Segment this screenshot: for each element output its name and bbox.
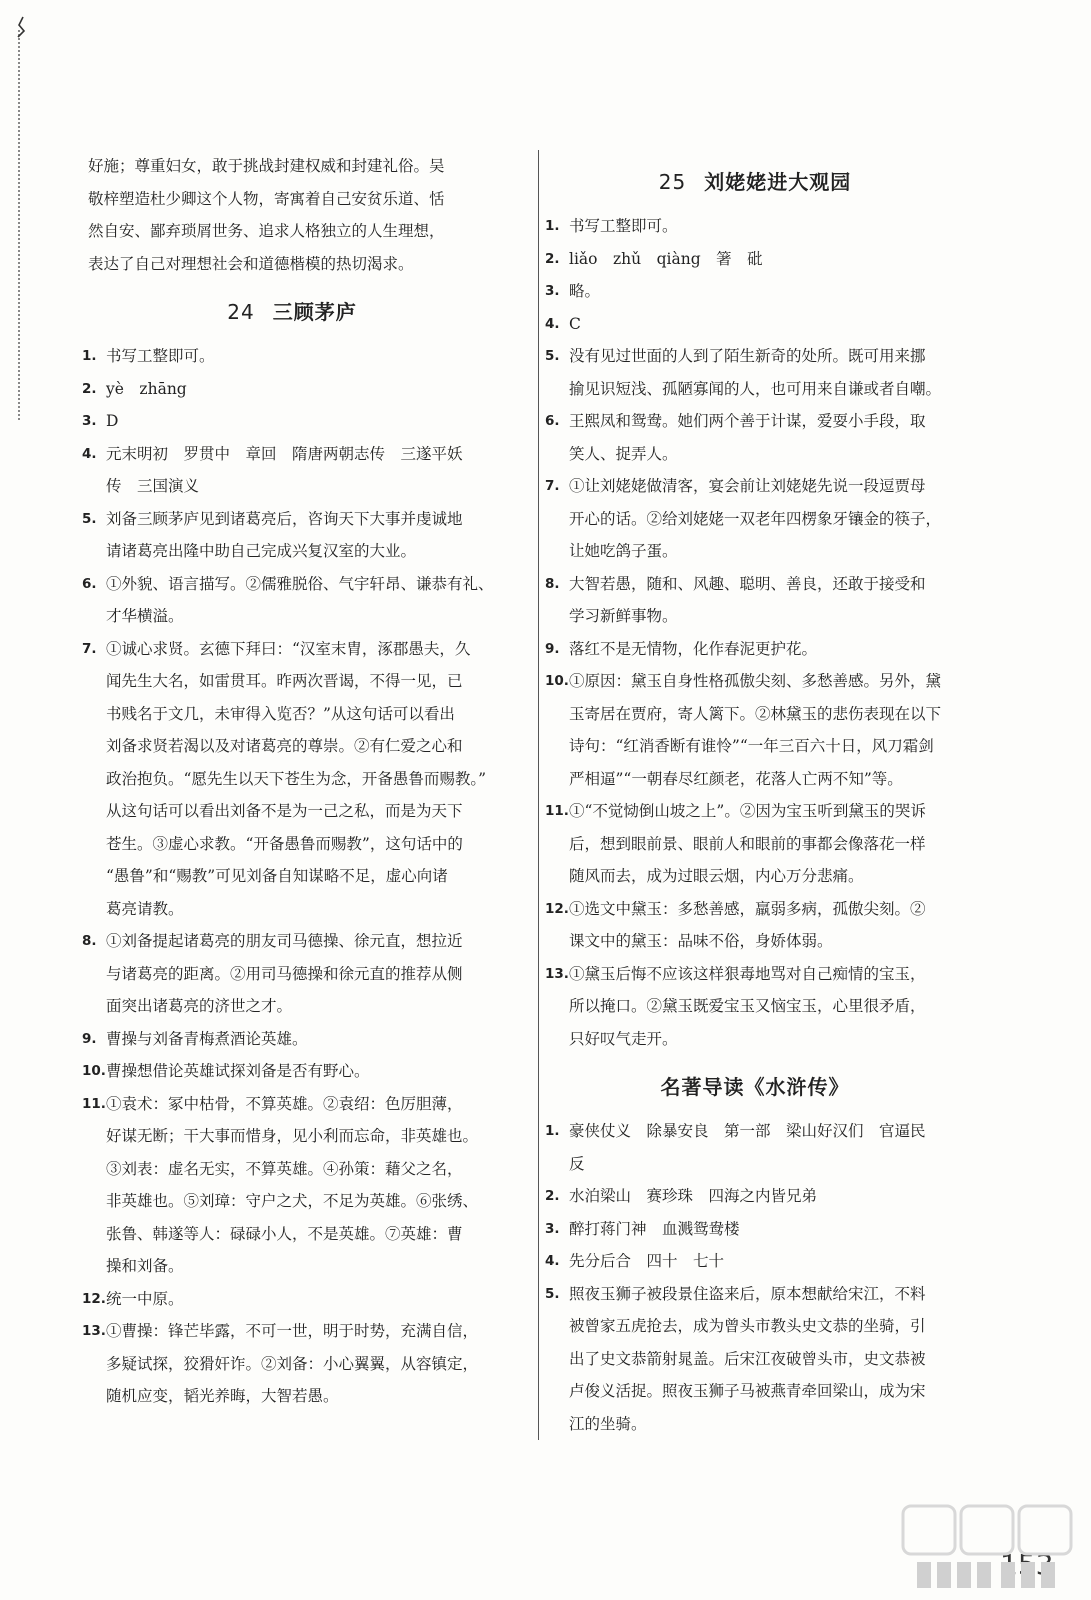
answer-number: 2. [545,1188,560,1204]
answer-number: 6. [82,575,97,592]
answer-number: 4. [82,445,97,462]
answer-line: 面突出诸葛亮的济世之才。 [106,997,293,1015]
answer-text [106,340,502,373]
answer-line: 玉寄居在贾府，寄人篱下。②林黛玉的悲伤表现在以下 [569,704,942,723]
answer-text [569,568,965,633]
right-column [545,150,965,1440]
answer-line: 与诸葛亮的距离。②用司马德操和徐元直的推荐从侧 [106,964,463,983]
answer-line: 被曾家五虎抢去，成为曾头市教头史文恭的坐骑，引 [569,1317,926,1335]
answer-item [545,633,965,666]
left-column [82,150,502,1413]
answer-number: 12. [82,1290,106,1307]
answer-line: 后，想到眼前景、眼前人和眼前的事都会像落花一样 [569,834,926,853]
answer-text [569,340,965,405]
section-24 [82,290,502,1413]
answer-line: ①让刘姥姥做清客，宴会前让刘姥姥先说一段逗贾母 [569,477,926,495]
answer-line: 让她吃鸽子蛋。 [569,542,678,560]
answer-item [545,210,965,243]
answer-item [545,405,965,470]
answer-number: 3. [545,283,560,299]
answer-item [545,568,965,633]
answer-line: ①外貌、语言描写。②儒雅脱俗、气宇轩昂、谦恭有礼、 [106,574,494,593]
answer-line: ①诚心求贤。玄德下拜曰：“汉室末胄，涿郡愚夫，久 [106,639,471,658]
answer-line: 没有见过世面的人到了陌生新奇的处所。既可用来挪 [569,347,926,365]
answer-line: 好谋无断；干大事而惜身，见小利而忘命，非英雄也。 [106,1127,479,1145]
binding-line [18,30,20,420]
answer-line: 书写工整即可。 [106,347,215,365]
section-25 [545,160,965,1055]
answer-item [82,503,502,568]
answer-line: 闻先生大名，如雷贯耳。昨两次晋谒，不得一见，已 [106,672,463,690]
answer-line: 学习新鲜事物。 [569,607,678,625]
answer-item [545,795,965,893]
answer-line: 落红不是无情物，化作春泥更护花。 [569,639,818,658]
answer-line: 操和刘备。 [106,1257,184,1275]
answer-line: 曹操与刘备青梅煮酒论英雄。 [106,1029,308,1048]
answer-text [569,958,965,1056]
answer-text [106,1055,502,1088]
answer-item [82,438,502,503]
section-title-text: 刘姥姥进大观园 [704,170,852,194]
answer-item [545,1180,965,1213]
answer-line: 传 三国演义 [106,477,200,495]
answer-number: 8. [82,933,97,949]
answer-line: 大智若愚，随和、风趣、聪明、善良，还敢于接受和 [569,574,926,593]
answer-text [106,925,502,1023]
answer-text [106,405,502,438]
answer-number: 9. [545,640,560,657]
answer-item [82,373,502,406]
answer-item [82,1088,502,1283]
answer-line: 非英雄也。⑤刘璋：守户之犬，不足为英雄。⑥张绣、 [106,1192,479,1210]
answer-line: 张鲁、韩遂等人：碌碌小人，不是英雄。⑦英雄：曹 [106,1224,463,1243]
answer-text [106,568,502,633]
answer-number: 5. [545,1285,560,1302]
answer-item [82,340,502,373]
section-title [82,290,502,334]
answer-text [106,1315,502,1413]
answer-text [106,438,502,503]
answer-line: “愚鲁”和“赐教”可见刘备自知谋略不足，虚心向诸 [106,867,448,885]
answer-line: 随机应变，韬光养晦，大智若愚。 [106,1387,339,1405]
answer-item [545,308,965,341]
answer-number: 7. [82,640,97,657]
answer-line: 笑人、捉弄人。 [569,444,678,463]
watermark-logo [895,1500,1080,1595]
answer-line: ③刘表：虚名无实，不算英雄。④孙策：藉父之名， [106,1159,463,1178]
column-divider [538,150,539,1440]
section-number: 25 [658,170,687,194]
answer-number: 3. [82,413,97,429]
answer-text [106,1023,502,1056]
answer-line: yè zhāng [106,379,187,398]
answer-text [106,373,502,406]
answer-number: 4. [545,315,560,332]
answer-line: ①黛玉后悔不应该这样狠毒地骂对自己痴情的宝玉， [569,964,926,983]
answer-item [82,1315,502,1413]
answer-text [569,1213,965,1246]
answer-line: 江的坐骑。 [569,1414,647,1433]
answer-item [545,1115,965,1180]
answer-item [82,1283,502,1316]
answer-line: 照夜玉狮子被段景住盗来后，原本想献给宋江，不料 [569,1284,926,1303]
answer-number: 3. [545,1220,560,1237]
answer-line: C [569,314,581,333]
answer-line: 刘备求贤若渴以及对诸葛亮的尊崇。②有仁爱之心和 [106,737,463,755]
answer-line: 卢俊义活捉。照夜玉狮子马被燕青牵回梁山，成为宋 [569,1382,926,1400]
answer-line: 开心的话。②给刘姥姥一双老年四楞象牙镶金的筷子， [569,509,942,528]
answer-item [82,1055,502,1088]
answer-line: 请诸葛亮出隆中助自己完成兴复汉室的大业。 [106,542,417,560]
answer-number: 10. [82,1063,106,1079]
answer-item [545,665,965,795]
answer-line: 从这句话可以看出刘备不是为一己之私，而是为天下 [106,802,463,820]
answer-line: 诗句：“红消香断有谁怜”“一年三百六十日，风刀霜剑 [569,737,934,755]
answer-text [569,470,965,568]
intro-paragraph [82,150,502,280]
answer-number: 9. [82,1030,97,1047]
answer-number: 2. [82,380,97,397]
intro-line: 好施；尊重妇女，敢于挑战封建权威和封建礼俗。吴 [88,157,445,175]
answer-text [106,633,502,926]
answer-line: 水泊梁山 赛珍珠 四海之内皆兄弟 [569,1187,818,1205]
answer-line: 严相逼”“一朝春尽红颜老，花落人亡两不知”等。 [569,769,903,788]
answer-number: 5. [82,510,97,527]
answer-line: ①刘备提起诸葛亮的朋友司马德操、徐元直，想拉近 [106,932,463,950]
answer-line: 反 [569,1154,585,1173]
answer-line: 豪侠仗义 除暴安良 第一部 梁山好汉们 官逼民 [569,1122,926,1140]
answer-item [82,405,502,438]
answer-text [569,275,965,308]
section-shuihu [545,1065,965,1440]
section-number: 24 [227,300,255,324]
answer-line: ①“不觉恸倒山坡之上”。②因为宝玉听到黛玉的哭诉 [569,802,926,820]
answer-line: liǎo zhǔ qiàng 箸 砒 [569,249,763,268]
answer-line: ①袁术：冢中枯骨，不算英雄。②袁绍：色厉胆薄， [106,1094,463,1113]
answer-item [82,568,502,633]
intro-line: 然自安、鄙弃琐屑世务、追求人格独立的人生理想， [88,222,445,240]
answer-number: 1. [545,1123,560,1139]
answer-line: 出了史文恭箭射晁盖。后宋江夜破曾头市，史文恭被 [569,1349,926,1368]
answer-item [82,633,502,926]
answer-item [545,1213,965,1246]
answer-line: 刘备三顾茅庐见到诸葛亮后，咨询天下大事并虔诚地 [106,509,463,528]
binding-mark-icon [16,16,26,38]
answer-text [569,243,965,276]
answer-number: 11. [545,803,569,819]
answer-line: 苍生。③虚心求教。“开备愚鲁而赐教”，这句话中的 [106,834,463,853]
answer-item [545,1245,965,1278]
answer-item [82,925,502,1023]
answer-item [82,1023,502,1056]
answer-number: 8. [545,575,560,592]
answer-line: 统一中原。 [106,1289,184,1308]
answer-item [545,893,965,958]
answer-line: ①选文中黛玉：多愁善感，羸弱多病，孤傲尖刻。② [569,899,926,918]
answer-text [569,795,965,893]
answer-text [569,210,965,243]
answer-line: 王熙凤和鸳鸯。她们两个善于计谋，爱耍小手段，取 [569,412,926,430]
answer-item [545,243,965,276]
answer-number: 4. [545,1253,560,1269]
answer-text [569,665,965,795]
answer-line: 课文中的黛玉：品味不俗，身娇体弱。 [569,932,833,950]
answer-line: 葛亮请教。 [106,899,184,918]
answer-line: 先分后合 四十 七十 [569,1252,725,1270]
answer-item [545,470,965,568]
answer-item [545,340,965,405]
answer-number: 6. [545,413,560,429]
answer-line: 多疑试探，狡猾奸诈。②刘备：小心翼翼，从容镇定， [106,1354,479,1373]
answer-line: 略。 [569,282,601,300]
answer-line: 书贱名于文几，未审得入览否？”从这句话可以看出 [106,704,455,723]
answer-text [569,1180,965,1213]
section-title [545,160,965,204]
answer-number: 11. [82,1095,106,1112]
answer-text [106,1088,502,1283]
answer-text [569,1245,965,1278]
answer-number: 7. [545,478,560,494]
section-title [545,1065,965,1109]
answer-item [545,275,965,308]
section-title-text: 三顾茅庐 [272,300,357,324]
answer-line: 元末明初 罗贯中 章回 隋唐两朝志传 三遂平妖 [106,444,463,463]
answer-line: ①曹操：锋芒毕露，不可一世，明于时势，充满自信， [106,1322,479,1340]
answer-item [545,1278,965,1441]
answer-line: 醉打蒋门神 血溅鸳鸯楼 [569,1219,740,1238]
answer-text [569,405,965,470]
answer-number: 5. [545,348,560,364]
answer-line: D [106,412,119,430]
answer-item [545,958,965,1056]
answer-line: ①原因：黛玉自身性格孤傲尖刻、多愁善感。另外，黛 [569,672,942,690]
answer-text [569,1278,965,1441]
answer-number: 12. [545,900,569,917]
answer-line: 揄见识短浅、孤陋寡闻的人，也可用来自谦或者自嘲。 [569,379,942,398]
answer-line: 政治抱负。“愿先生以天下苍生为念，开备愚鲁而赐教。” [106,769,487,788]
answer-line: 才华横溢。 [106,607,184,625]
answer-number: 13. [545,965,569,982]
answer-text [569,633,965,666]
intro-line: 表达了自己对理想社会和道德楷模的热切渴求。 [88,254,414,273]
answer-line: 随风而去，成为过眼云烟，内心万分悲痛。 [569,867,864,885]
answer-text [106,1283,502,1316]
answer-text [106,503,502,568]
answer-line: 所以掩口。②黛玉既爱宝玉又恼宝玉，心里很矛盾， [569,997,926,1015]
answer-number: 13. [82,1323,106,1339]
answer-number: 10. [545,673,569,689]
answer-number: 1. [545,218,560,234]
answer-line: 书写工整即可。 [569,217,678,235]
intro-line: 敬梓塑造杜少卿这个人物，寄寓着自己安贫乐道、恬 [88,189,445,208]
answer-number: 1. [82,348,97,364]
section-title-text: 名著导读《水浒传》 [660,1075,850,1099]
answer-text [569,1115,965,1180]
answer-line: 曹操想借论英雄试探刘备是否有野心。 [106,1062,370,1080]
answer-text [569,893,965,958]
answer-text [569,308,965,341]
answer-line: 只好叹气走开。 [569,1029,678,1048]
answer-number: 2. [545,250,560,267]
